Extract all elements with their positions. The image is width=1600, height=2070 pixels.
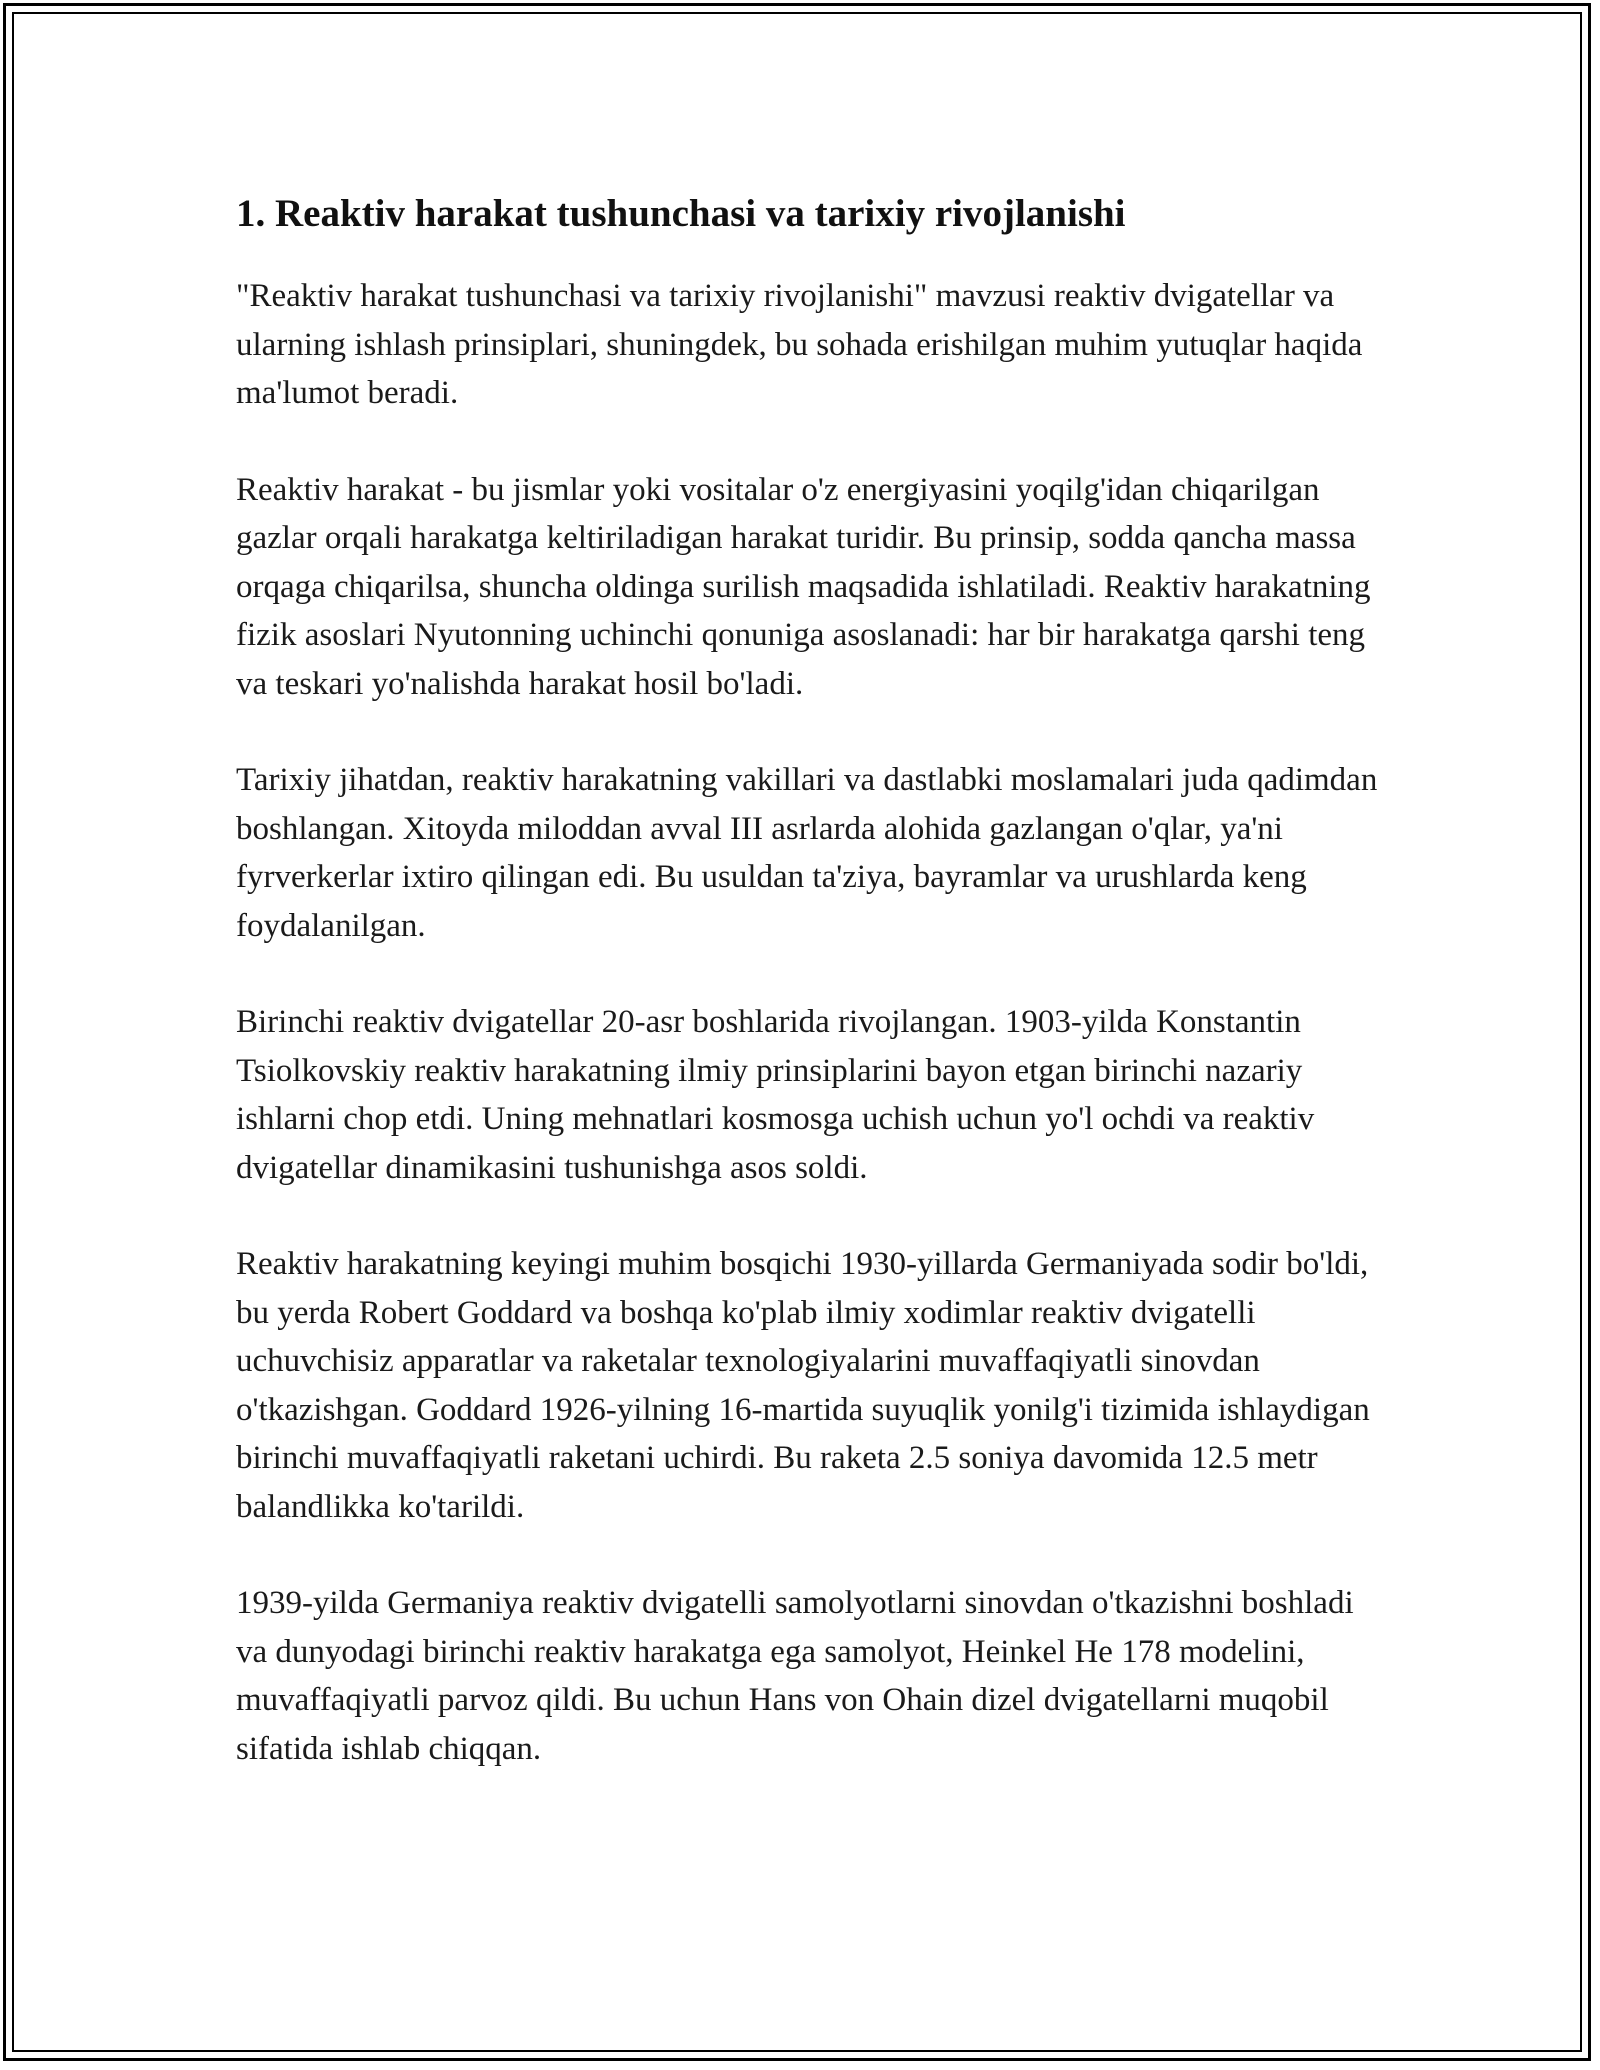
paragraph-goddard: Reaktiv harakatning keyingi muhim bosqichi 1930-yillarda Germaniyada sodir bo'ldi, bu yerda Robert Goddard va boshqa ko'plab ilmiy xodimlar reaktiv dvigatelli uchuvchisiz apparatlar va raketalar texnologiyalarini muvaffaqiyatli sinovdan o'tkazishgan. Goddard 1926-yilning 16-martida suyuqlik yonilg'i tizimida ishlaydigan birinchi muvaffaqiyatli raketani uchirdi. Bu raketa 2.5 soniya davomida 12.5 metr balandlikka ko'tarildi. [236,1246,1370,1525]
paragraph-heinkel: 1939-yilda Germaniya reaktiv dvigatelli samolyotlarni sinovdan o'tkazishni boshladi va dunyodagi birinchi reaktiv harakatga ega samolyot, Heinkel He 178 modelini, muvaffaqiyatli parvoz qildi. Bu uchun Hans von Ohain dizel dvigatellarni muqobil sifatida ishlab chiqqan. [236,1585,1354,1767]
section-title: 1. Reaktiv harakat tushunchasi va tarixiy rivojlanishi [236,192,1126,235]
paragraph-definition: Reaktiv harakat - bu jismlar yoki vositalar o'z energiyasini yoqilg'idan chiqarilgan gazlar orqali harakatga keltiriladigan harakat turidir. Bu prinsip, sodda qancha massa orqaga chiqarilsa, shuncha oldinga surilish maqsadida ishlatiladi. Reaktiv harakatning fizik asoslari Nyutonning uchinchi qonuniga asoslanadi: har bir harakatga qarshi teng va teskari yo'nalishda harakat hosil bo'ladi. [236,471,1371,702]
document-body [236,186,1386,1821]
paragraph-history: Tarixiy jihatdan, reaktiv harakatning vakillari va dastlabki moslamalari juda qadimdan boshlangan. Xitoyda miloddan avval III asrlarda alohida gazlangan o'qlar, ya'ni fyrverkerlar ixtiro qilingan edi. Bu usuldan ta'ziya, bayramlar va urushlarda keng foydalanilgan. [236,762,1378,944]
paragraph-first-engines: Birinchi reaktiv dvigatellar 20-asr boshlarida rivojlangan. 1903-yilda Konstantin Tsiolkovskiy reaktiv harakatning ilmiy prinsiplarini bayon etgan birinchi nazariy ishlarni chop etdi. Uning mehnatlari kosmosga uchish uchun yo'l ochdi va reaktiv dvigatellar dinamikasini tushunishga asos soldi. [236,1004,1315,1186]
paragraph-intro: "Reaktiv harakat tushunchasi va tarixiy rivojlanishi" mavzusi reaktiv dvigatellar va ularning ishlash prinsiplari, shuningdek, bu sohada erishilgan muhim yutuqlar haqida ma'lumot beradi. [236,278,1363,411]
